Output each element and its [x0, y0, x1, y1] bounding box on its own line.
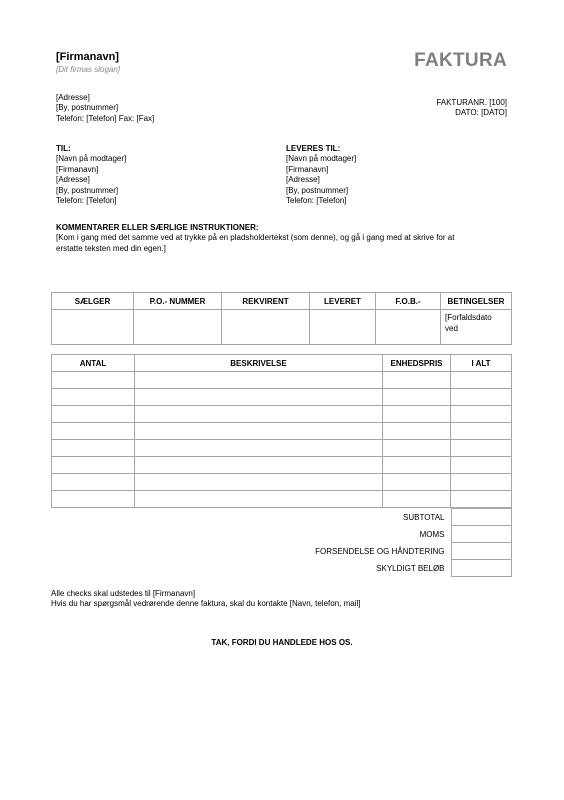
thank-you-message: TAK, FORDI DU HANDLEDE HOS OS. — [211, 638, 353, 647]
table-row — [52, 406, 512, 423]
ship-to-line: [Navn på modtager] — [286, 154, 357, 164]
bill-to-line: [Firmanavn] — [56, 164, 99, 174]
column-header: LEVERET — [310, 293, 376, 310]
po-number-cell[interactable] — [134, 310, 222, 345]
totals-table — [303, 508, 512, 577]
company-address-block — [56, 93, 154, 124]
order-info-table — [51, 292, 512, 345]
company-name: [Firmanavn] — [56, 51, 119, 63]
column-header: REKVIRENT — [222, 293, 310, 310]
comments-body-line: erstatte teksten med din egen.] — [56, 243, 166, 253]
line-total-cell[interactable] — [451, 491, 512, 508]
table-row — [52, 457, 512, 474]
quantity-cell[interactable] — [52, 474, 135, 491]
description-cell[interactable] — [135, 372, 383, 389]
description-cell[interactable] — [135, 474, 383, 491]
terms-text: ved — [445, 324, 458, 333]
table-row — [52, 474, 512, 491]
description-cell[interactable] — [135, 491, 383, 508]
quantity-cell[interactable] — [52, 406, 135, 423]
bill-to-line: Telefon: [Telefon] — [56, 196, 117, 206]
comments-body-line: [Kom i gang med det samme ved at trykke på en pladsholdertekst (som denne), og gå i gang med at skrive for at — [56, 233, 455, 243]
description-cell[interactable] — [135, 423, 383, 440]
terms-text: [Forfaldsdato — [445, 313, 492, 322]
company-slogan: [Dit firmas slogan] — [56, 65, 121, 74]
line-total-cell[interactable] — [451, 406, 512, 423]
comments-heading: KOMMENTARER ELLER SÆRLIGE INSTRUKTIONER: — [56, 223, 259, 232]
column-header: F.O.B.- — [376, 293, 441, 310]
column-header: BETINGELSER — [441, 293, 512, 310]
amount-due-value[interactable] — [451, 560, 511, 577]
description-cell[interactable] — [135, 406, 383, 423]
table-row — [52, 423, 512, 440]
unit-price-cell[interactable] — [383, 440, 451, 457]
terms-cell[interactable] — [441, 310, 512, 345]
line-total-cell[interactable] — [451, 389, 512, 406]
bill-to-line: [Adresse] — [56, 175, 90, 185]
shipped-cell[interactable] — [310, 310, 376, 345]
salesperson-cell[interactable] — [52, 310, 134, 345]
invoice-number: FAKTURANR. [100] — [436, 98, 507, 107]
unit-price-cell[interactable] — [383, 372, 451, 389]
table-row — [52, 440, 512, 457]
ship-to-line: [Adresse] — [286, 175, 320, 185]
column-header: ANTAL — [52, 355, 135, 372]
column-header: P.O.- NUMMER — [134, 293, 222, 310]
company-city: [By, postnummer] — [56, 103, 119, 113]
line-total-cell[interactable] — [451, 440, 512, 457]
shipping-value[interactable] — [451, 543, 511, 560]
subtotal-value[interactable] — [451, 509, 511, 526]
contact-note: Hvis du har spørgsmål vedrørende denne faktura, skal du kontakte [Navn, telefon, mail] — [51, 599, 361, 609]
comments-block — [56, 223, 512, 254]
invoice-title: FAKTURA — [414, 50, 507, 71]
column-header: ENHEDSPRIS — [383, 355, 451, 372]
subtotal-label: SUBTOTAL — [403, 512, 445, 522]
requisitioner-cell[interactable] — [222, 310, 310, 345]
fob-cell[interactable] — [376, 310, 441, 345]
company-phone: Telefon: [Telefon] Fax: [Fax] — [56, 113, 155, 123]
column-header: BESKRIVELSE — [135, 355, 383, 372]
footer-notes — [51, 589, 360, 610]
bill-to-heading: TIL: — [56, 144, 71, 153]
ship-to-heading: LEVERES TIL: — [286, 144, 341, 153]
invoice-date: DATO: [DATO] — [455, 108, 507, 118]
line-total-cell[interactable] — [451, 474, 512, 491]
ship-to-block — [286, 144, 356, 206]
ship-to-line: Telefon: [Telefon] — [286, 196, 347, 206]
company-address: [Adresse] — [56, 93, 90, 102]
invoice-info — [436, 98, 507, 119]
description-cell[interactable] — [135, 457, 383, 474]
quantity-cell[interactable] — [52, 372, 135, 389]
unit-price-cell[interactable] — [383, 457, 451, 474]
quantity-cell[interactable] — [52, 457, 135, 474]
tax-label: MOMS — [419, 529, 445, 539]
bill-to-block — [56, 144, 126, 206]
checks-note: Alle checks skal udstedes til [Firmanavn] — [51, 589, 196, 598]
shipping-label: FORSENDELSE OG HÅNDTERING — [315, 546, 445, 556]
line-total-cell[interactable] — [451, 372, 512, 389]
unit-price-cell[interactable] — [383, 423, 451, 440]
tax-value[interactable] — [451, 526, 511, 543]
table-row — [52, 389, 512, 406]
table-row — [52, 372, 512, 389]
description-cell[interactable] — [135, 389, 383, 406]
column-header: SÆLGER — [52, 293, 134, 310]
ship-to-line: [Firmanavn] — [286, 164, 329, 174]
quantity-cell[interactable] — [52, 389, 135, 406]
unit-price-cell[interactable] — [383, 474, 451, 491]
bill-to-line: [By, postnummer] — [56, 185, 119, 195]
line-total-cell[interactable] — [451, 457, 512, 474]
line-items-table — [51, 354, 512, 508]
table-row — [52, 491, 512, 508]
quantity-cell[interactable] — [52, 423, 135, 440]
description-cell[interactable] — [135, 440, 383, 457]
unit-price-cell[interactable] — [383, 491, 451, 508]
quantity-cell[interactable] — [52, 491, 135, 508]
column-header: I ALT — [451, 355, 512, 372]
line-total-cell[interactable] — [451, 423, 512, 440]
quantity-cell[interactable] — [52, 440, 135, 457]
ship-to-line: [By, postnummer] — [286, 185, 349, 195]
amount-due-label: SKYLDIGT BELØB — [376, 563, 445, 573]
unit-price-cell[interactable] — [383, 389, 451, 406]
bill-to-line: [Navn på modtager] — [56, 154, 127, 164]
unit-price-cell[interactable] — [383, 406, 451, 423]
